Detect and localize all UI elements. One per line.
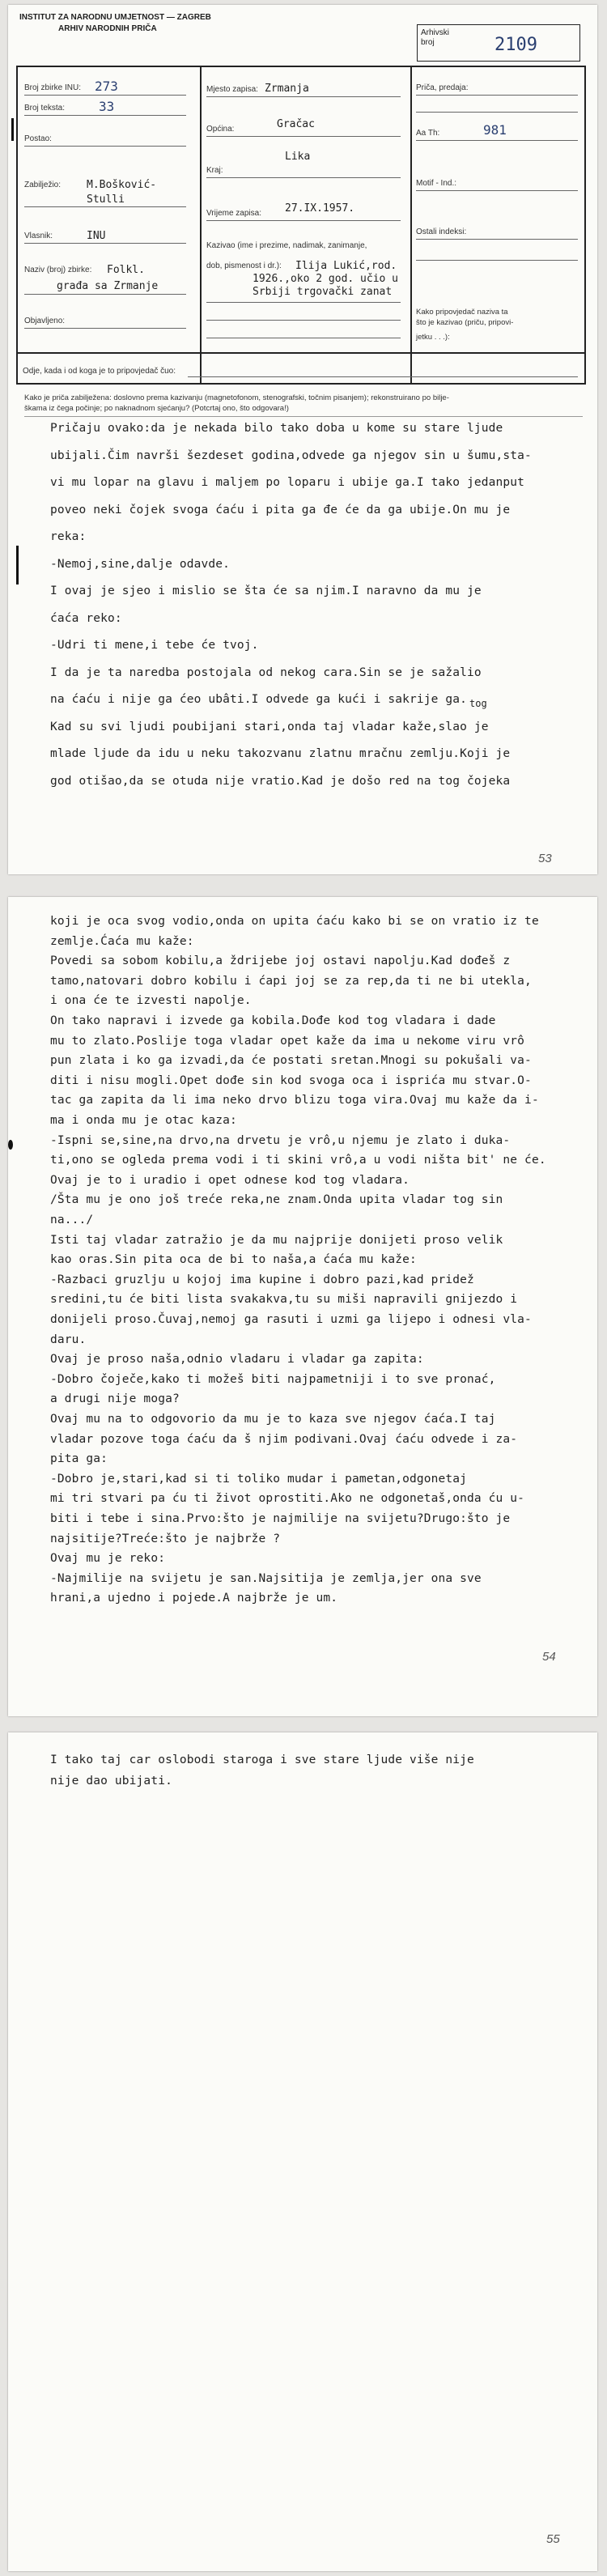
ostali-label: Ostali indeksi: bbox=[416, 227, 467, 236]
text-line: pun zlata i ko ga izvadi,da će postati sretan.Mnogi su pokušali va- bbox=[50, 1054, 532, 1068]
text-line: hrani,a ujedno i pojede.A najbrže je um. bbox=[50, 1592, 338, 1605]
text-line: ti,ono se ogleda prema vodi i ti skini vrô,a u vodi ništa bit' ne će. bbox=[50, 1154, 546, 1167]
text-line: kao oras.Sin pita oca de bi to naša,a ćaća mu kaže: bbox=[50, 1253, 417, 1267]
transcription-note-line-2: škama iz čega počinje; po naknadnom sjećanju? (Potcrtaj ono, što odgovara!) bbox=[24, 404, 289, 413]
kazivao-value-1: Ilija Lukić,rod. bbox=[295, 260, 397, 272]
kako-label-2: što je kazivao (priču, pripovi- bbox=[416, 318, 514, 327]
kako-label-1: Kako pripovjedač naziva ta bbox=[416, 308, 508, 317]
text-line: mi tri stvari pa ću ti život oprostiti.Ako ne odgonetaš,onda ću u- bbox=[50, 1492, 525, 1506]
odje-label: Odje, kada i od koga je to pripovjedač čuo: bbox=[23, 367, 176, 376]
mjesto-label: Mjesto zapisa: bbox=[206, 85, 258, 94]
institute-name: INSTITUT ZA NARODNU UMJETNOST — ZAGREB bbox=[19, 13, 211, 22]
page-number: 54 bbox=[542, 1650, 556, 1664]
text-line: Povedi sa sobom kobilu,a ždrijebe joj ostavi napolju.Kad dođeš z bbox=[50, 954, 511, 968]
kazivao-value-3: Srbiji trgovački zanat bbox=[253, 286, 393, 298]
kraj-value: Lika bbox=[285, 151, 311, 163]
text-line: ćaća reko: bbox=[50, 611, 122, 625]
text-line: Isti taj vladar zatražio je da mu najprije donijeti proso velik bbox=[50, 1233, 503, 1247]
text-line: Ovaj je to i uradio i opet odnese kod tog vladara. bbox=[50, 1173, 410, 1187]
text-line: i ona će te izvesti napolje. bbox=[50, 994, 252, 1008]
text-line: -Najmilije na svijetu je san.Najsitija je zemlja,jer ona sve bbox=[50, 1571, 482, 1585]
text-line: ma i onda mu je otac kaza: bbox=[50, 1114, 237, 1127]
text-line: /Šta mu je ono još treće reka,ne znam.Onda upita vladar tog sin bbox=[50, 1193, 503, 1207]
text-line: reka: bbox=[50, 530, 87, 543]
text-line: vi mu lopar na glavu i maljem po loparu i ubije ga.I tako jedanput bbox=[50, 476, 525, 489]
text-line: -Dobro čoječe,kako ti možeš biti najpametniji i to sve pronać, bbox=[50, 1372, 496, 1386]
postao-label: Postao: bbox=[24, 134, 52, 143]
text-line: koji je oca svog vodio,onda on upita ćaću kako bi se on vratio iz te bbox=[50, 915, 539, 928]
text-line: ubijali.Čim navrši šezdeset godina,odvede ga njegov sin u šumu,sta- bbox=[50, 448, 532, 462]
text-line: diti i nisu mogli.Opet dođe sin kod svoga oca i isprića mu stvar.O- bbox=[50, 1073, 532, 1087]
text-line: I da je ta naredba postojala od nekog cara.Sin se je sažalio bbox=[50, 665, 482, 679]
kazivao-label-2: dob, pismenost i dr.): bbox=[206, 261, 282, 270]
page-number: 55 bbox=[546, 2532, 560, 2546]
teksta-label: Broj teksta: bbox=[24, 104, 66, 113]
kraj-label: Kraj: bbox=[206, 166, 223, 175]
text-line: Ovaj mu na to odgovorio da mu je to kaza sve njegov ćaća.I taj bbox=[50, 1413, 496, 1426]
text-line: tamo,natovari dobro kobilu i ćapi joj se za rep,da ti ne bi utekla, bbox=[50, 974, 532, 988]
text-line: god otišao,da se otuda nije vratio.Kad je došo red na tog čojeka bbox=[50, 774, 511, 788]
text-line: vladar pozove toga ćaću da š njim podivani.Ovaj ćaću odvede i za- bbox=[50, 1432, 518, 1446]
motif-label: Motif - Ind.: bbox=[416, 179, 457, 188]
page-number: 53 bbox=[538, 852, 552, 865]
text-line: Kad su svi ljudi poubijani stari,onda taj vladar kaže,slao je bbox=[50, 720, 489, 733]
text-line: poveo neki čojek svoga ćaću i pita ga đe će da ga ubije.On mu je bbox=[50, 503, 511, 516]
archive-number-box bbox=[417, 24, 580, 62]
kako-label-3: jetku . . .): bbox=[416, 333, 450, 342]
column-divider-1 bbox=[200, 67, 202, 383]
text-line: donijeli proso.Čuvaj,nemoj ga rasuti i uzmi ga lijepo i odnesi vla- bbox=[50, 1313, 532, 1326]
kazivao-value-2: 1926.,oko 2 god. učio u bbox=[253, 273, 399, 285]
page-1 bbox=[8, 5, 597, 874]
margin-mark bbox=[11, 118, 14, 141]
naziv-label: Naziv (broj) zbirke: bbox=[24, 266, 92, 274]
text-line: Pričaju ovako:da je nekada bilo tako doba u kome su stare ljude bbox=[50, 422, 503, 435]
text-line: -Razbaci gruzlju u kojoj ima kupine i dobro pazi,kad pridež bbox=[50, 1273, 474, 1286]
text-line: mlade ljude da idu u neku takozvanu zlatnu mračnu zemlju.Koji je bbox=[50, 747, 511, 760]
opcina-label: Općina: bbox=[206, 125, 235, 134]
text-line: mu to zlato.Poslije toga vladar opet kaže da ima u nekome viru vrô bbox=[50, 1034, 525, 1048]
page-3 bbox=[8, 1732, 597, 2571]
form-footer-divider bbox=[18, 352, 584, 354]
naziv-value-1: Folkl. bbox=[107, 264, 145, 276]
text-line: daru. bbox=[50, 1333, 87, 1346]
naziv-value-2: građa sa Zrmanje bbox=[57, 280, 159, 292]
text-line: sredini,tu će biti lista svakakva,tu su miši napravili gnijezdo i bbox=[50, 1293, 518, 1307]
text-line: -Nemoj,sine,dalje odavde. bbox=[50, 557, 230, 571]
vlasnik-label: Vlasnik: bbox=[24, 232, 53, 240]
column-divider-2 bbox=[410, 67, 412, 383]
mjesto-value: Zrmanja bbox=[265, 83, 309, 95]
prica-label: Priča, predaja: bbox=[416, 83, 469, 92]
text-line: Ovaj mu je reko: bbox=[50, 1552, 166, 1566]
vrijeme-label: Vrijeme zapisa: bbox=[206, 209, 261, 218]
text-line: On tako napravi i izvede ga kobila.Dođe kod tog vladara i dade bbox=[50, 1014, 496, 1027]
text-line: na.../ bbox=[50, 1214, 94, 1226]
text-line: -Ispni se,sine,na drvo,na drvetu je vrô,u njemu je zlato i duka- bbox=[50, 1133, 511, 1147]
vlasnik-value: INU bbox=[87, 230, 106, 242]
metadata-form bbox=[16, 66, 586, 385]
text-line: Ovaj je proso naša,odnio vladaru i vladar ga zapita: bbox=[50, 1353, 424, 1367]
teksta-value: 33 bbox=[99, 99, 115, 114]
archive-name: ARHIV NARODNIH PRIČA bbox=[58, 24, 157, 33]
text-line: na ćaću i nije ga ćeo ubâti.I odvede ga kući i sakrije ga. bbox=[50, 693, 468, 706]
text-line: tac ga zapita da li ima neko drvo blizu toga vira.Ovaj mu kaže da i- bbox=[50, 1094, 539, 1107]
archive-number: 2109 bbox=[495, 35, 537, 55]
zbirka-value: 273 bbox=[95, 79, 118, 94]
text-line: pita ga: bbox=[50, 1452, 108, 1466]
text-line: najsitije?Treće:što je najbrže ? bbox=[50, 1532, 281, 1545]
kazivao-label-1: Kazivao (ime i prezime, nadimak, zanimanje, bbox=[206, 241, 367, 250]
text-line: I ovaj je sjeo i mislio se šta će sa njim.I naravno da mu je bbox=[50, 584, 482, 597]
aath-value: 981 bbox=[483, 122, 507, 138]
margin-mark bbox=[16, 546, 19, 584]
zbirka-label: Broj zbirke INU: bbox=[24, 83, 82, 92]
objavljeno-label: Objavljeno: bbox=[24, 317, 66, 325]
vrijeme-value: 27.IX.1957. bbox=[285, 202, 355, 215]
opcina-value: Gračac bbox=[277, 118, 315, 130]
text-line: -Dobro je,stari,kad si ti toliko mudar i pametan,odgonetaj bbox=[50, 1472, 468, 1486]
punch-hole bbox=[8, 1140, 13, 1150]
text-line: I tako taj car oslobodi staroga i sve stare ljude više nije bbox=[50, 1753, 474, 1766]
text-line: zemlje.Ćaća mu kaže: bbox=[50, 934, 194, 948]
aath-label: Aa Th: bbox=[416, 129, 440, 138]
zabiljezio-label: Zabilježio: bbox=[24, 181, 62, 189]
archive-number-label: Arhivski broj bbox=[421, 28, 450, 47]
page-2 bbox=[8, 897, 597, 1716]
text-line: biti i tebe i sina.Prvo:što je najmilije na svijetu?Drugo:što je bbox=[50, 1512, 511, 1525]
text-line: a drugi nije moga? bbox=[50, 1392, 180, 1406]
transcription-note-line-1: Kako je priča zabilježena: doslovno prema kazivanju (magnetofonom, stenografski, točnim pisanjem); rekonstruirano po bilje- bbox=[24, 393, 449, 402]
zabiljezio-value-1: M.Bošković- bbox=[87, 179, 157, 191]
insertion-word: tog bbox=[469, 698, 487, 709]
zabiljezio-value-2: Stulli bbox=[87, 193, 125, 206]
text-line: nije dao ubijati. bbox=[50, 1775, 172, 1787]
text-line: -Udri ti mene,i tebe će tvoj. bbox=[50, 639, 259, 652]
